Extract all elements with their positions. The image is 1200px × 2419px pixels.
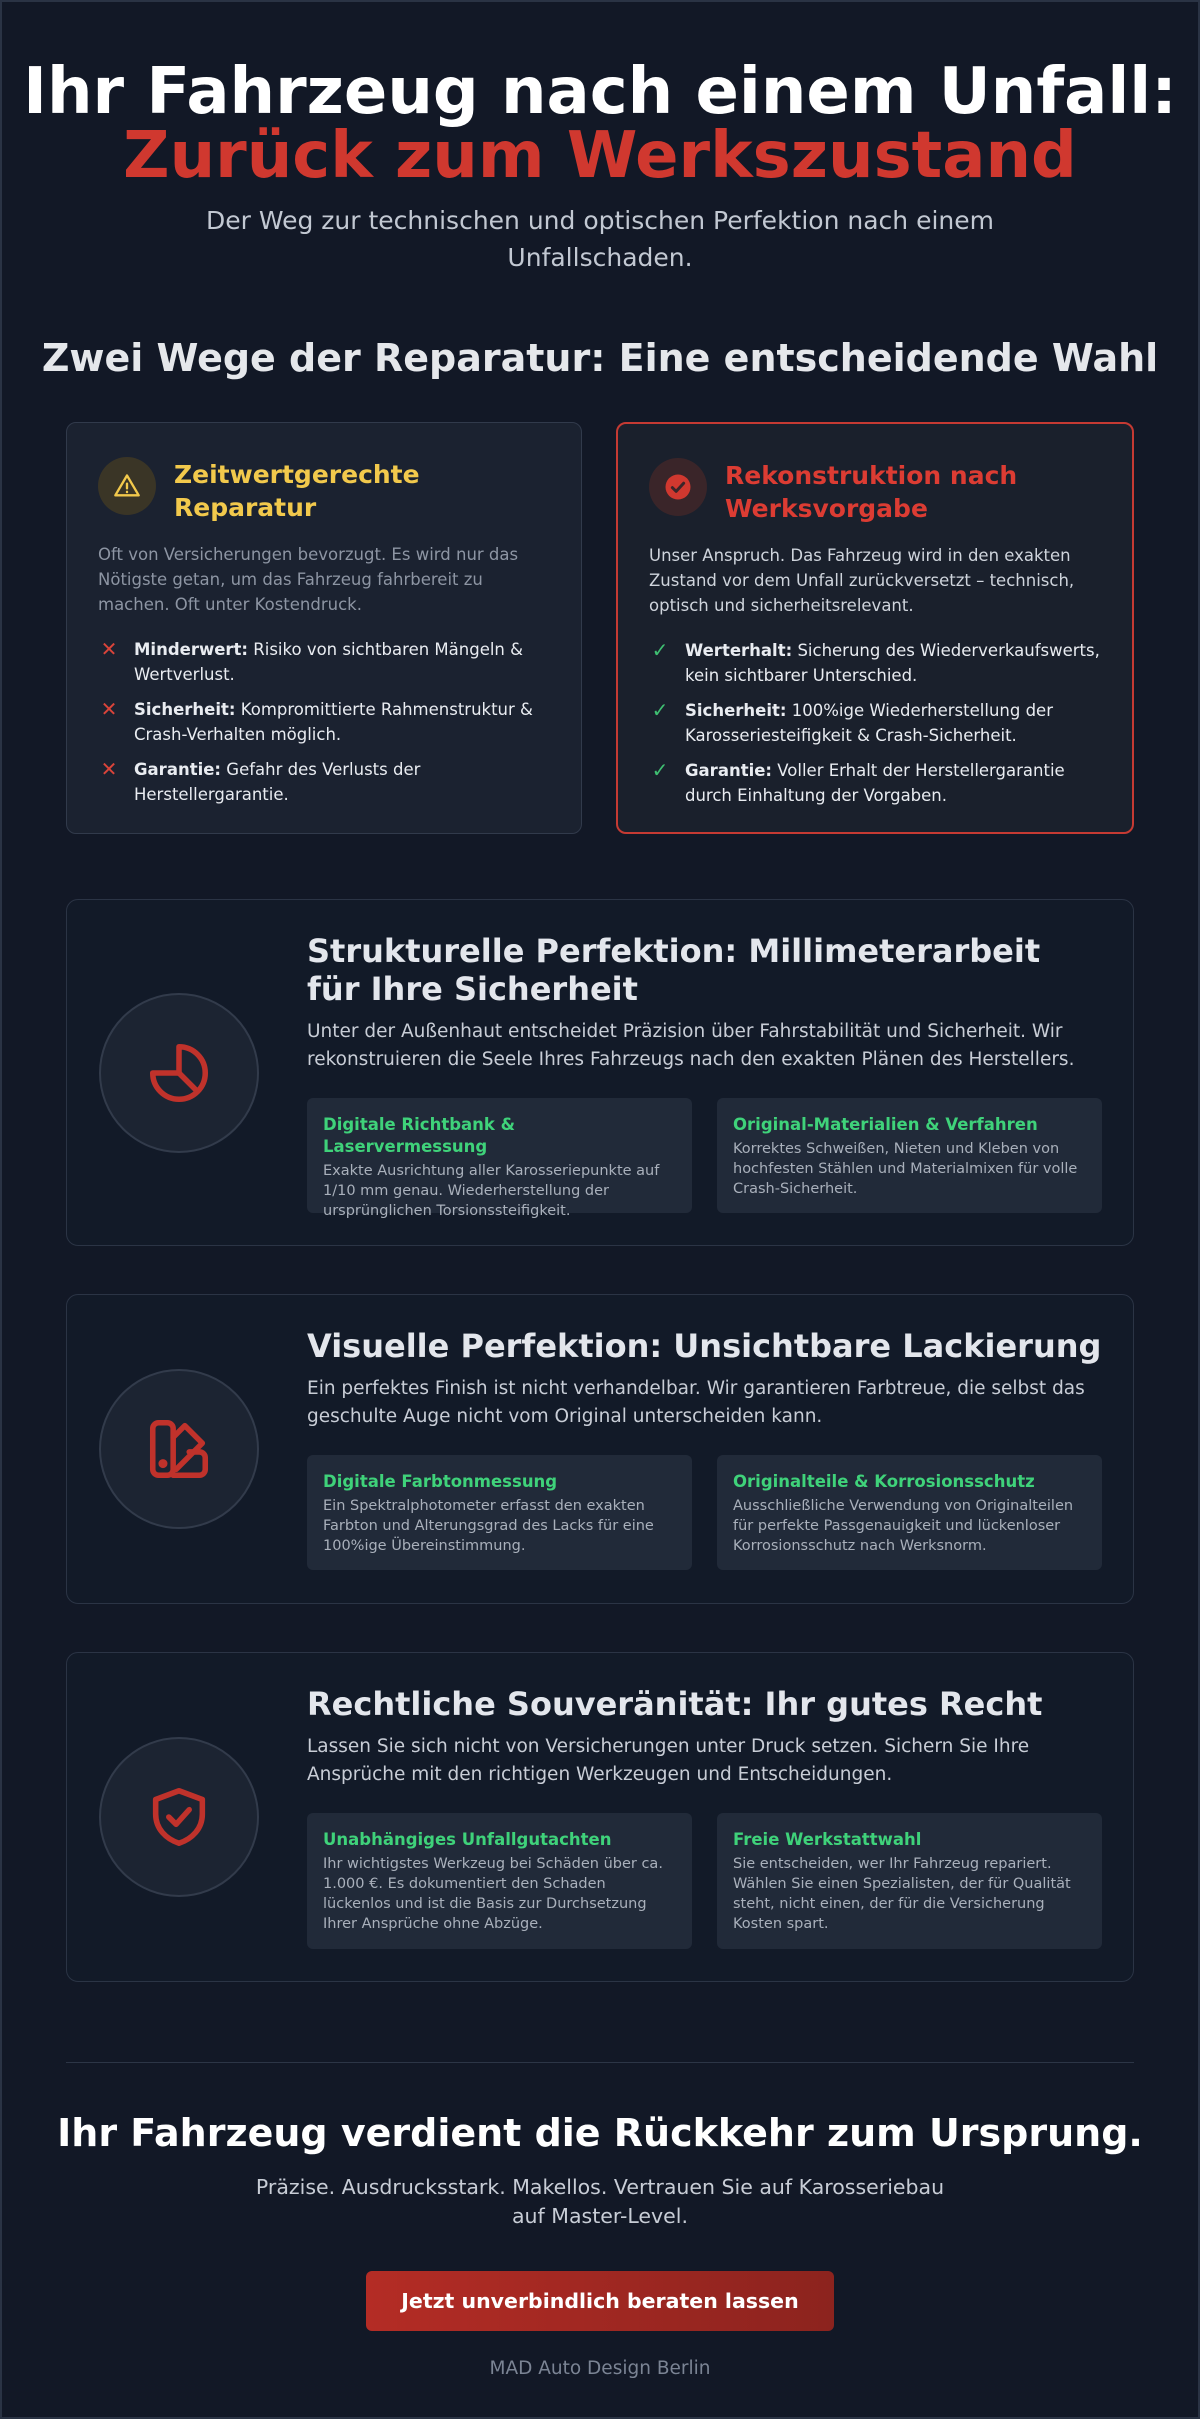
feature-card-text: Ausschließliche Verwendung von Originalteilen für perfekte Passgenauigkeit und lückenloser Korrosionsschutz nach Werksnorm. <box>733 1498 1074 1554</box>
feature-card-title: Originalteile & Korrosionsschutz <box>733 1472 1035 1491</box>
list-item-text: Voller Erhalt der Herstellergarantie durch Einhaltung der Vorgaben. <box>685 761 1065 805</box>
cross-icon: ✕ <box>100 757 118 781</box>
list-item <box>649 698 1100 748</box>
feature-card-text: Ihr wichtigstes Werkzeug bei Schäden über ca. 1.000 €. Es dokumentiert den Schaden lückenlos und ist die Basis zur Durchsetzung Ihrer Ansprüche ohne Abzüge. <box>323 1856 663 1932</box>
feature-card-text: Sie entscheiden, wer Ihr Fahrzeug repariert. Wählen Sie einen Spezialisten, der für Qualität steht, nicht einen, der für die Versicherung Kosten spart. <box>733 1856 1071 1932</box>
factory-reconstruction-title: Rekonstruktion nach Werksvorgabe <box>725 461 1018 523</box>
feature-title: Strukturelle Perfektion: Millimeterarbeit für Ihre Sicherheit <box>307 932 1041 1008</box>
feature-card-title: Unabhängiges Unfallgutachten <box>323 1830 612 1849</box>
feature-card-text: Exakte Ausrichtung aller Karosseriepunkte auf 1/10 mm genau. Wiederherstellung der ursprünglichen Torsionssteifigkeit. <box>323 1163 660 1219</box>
factory-reconstruction-description: Unser Anspruch. Das Fahrzeug wird in den exakten Zustand vor dem Unfall zurückversetzt – technisch, optisch und sicherheitsrelevant. <box>649 546 1075 615</box>
feature-card-title: Digitale Farbtonmessung <box>323 1472 558 1491</box>
cross-icon: ✕ <box>100 697 118 721</box>
list-item <box>98 757 549 807</box>
check-icon: ✓ <box>651 698 669 722</box>
list-item-label: Sicherheit: <box>685 701 787 720</box>
list-item-label: Minderwert: <box>134 640 249 659</box>
check-icon: ✓ <box>651 758 669 782</box>
page-title-line2: Zurück zum Werkszustand <box>123 119 1077 193</box>
shield-check-icon <box>99 1737 259 1897</box>
feature-card-title: Original-Materialien & Verfahren <box>733 1115 1038 1134</box>
comparison-heading: Zwei Wege der Reparatur: Eine entscheidende Wahl <box>41 336 1159 380</box>
feature-visual <box>66 1294 1134 1604</box>
list-item <box>98 637 549 687</box>
feature-structural <box>66 899 1134 1246</box>
page-title <box>0 55 1200 193</box>
structure-pie-icon <box>99 993 259 1153</box>
list-item-label: Sicherheit: <box>134 700 236 719</box>
feature-legal <box>66 1652 1134 1982</box>
list-item-text: Risiko von sichtbaren Mängeln & Wertverlust. <box>134 640 524 684</box>
feature-card <box>717 1098 1102 1213</box>
check-badge-icon <box>649 458 707 516</box>
list-item-text: Sicherung des Wiederverkaufswerts, kein sichtbarer Unterschied. <box>685 641 1100 685</box>
feature-title: Visuelle Perfektion: Unsichtbare Lackierung <box>307 1327 1102 1365</box>
feature-card <box>307 1813 692 1949</box>
feature-cards <box>307 1813 1102 1949</box>
time-value-repair-description: Oft von Versicherungen bevorzugt. Es wird nur das Nötigste getan, um das Fahrzeug fahrbereit zu machen. Oft unter Kostendruck. <box>98 545 519 614</box>
page-title-line1: Ihr Fahrzeug nach einem Unfall: <box>23 55 1177 129</box>
cross-icon: ✕ <box>100 637 118 661</box>
footer-brand: MAD Auto Design Berlin <box>489 2358 711 2379</box>
list-item-label: Garantie: <box>685 761 773 780</box>
list-item-label: Werterhalt: <box>685 641 793 660</box>
list-item <box>649 758 1100 808</box>
feature-description: Unter der Außenhaut entscheidet Präzision über Fahrstabilität und Sicherheit. Wir rekonstruieren die Seele Ihres Fahrzeugs nach den exakten Plänen des Herstellers. <box>307 1021 1075 1070</box>
feature-card <box>307 1455 692 1570</box>
factory-reconstruction-card <box>616 422 1134 834</box>
time-value-repair-title: Zeitwertgerechte Reparatur <box>174 460 420 522</box>
list-item <box>649 638 1100 688</box>
comparison-cards <box>66 422 1134 834</box>
section-divider <box>66 2062 1134 2063</box>
feature-card-text: Ein Spektralphotometer erfasst den exakten Farbton und Alterungsgrad des Lacks für eine 100%ige Übereinstimmung. <box>323 1498 654 1554</box>
feature-description: Ein perfektes Finish ist nicht verhandelbar. Wir garantieren Farbtreue, die selbst das geschulte Auge nicht vom Original unterscheiden kann. <box>307 1378 1085 1427</box>
time-value-repair-card <box>66 422 582 834</box>
feature-card-text: Korrektes Schweißen, Nieten und Kleben von hochfesten Stählen und Materialmixen für volle Crash-Sicherheit. <box>733 1141 1078 1197</box>
list-item-text: Kompromittierte Rahmenstruktur & Crash-Verhalten möglich. <box>134 700 533 744</box>
list-item-text: 100%ige Wiederherstellung der Karosseriesteifigkeit & Crash-Sicherheit. <box>685 701 1053 745</box>
feature-card-title: Freie Werkstattwahl <box>733 1830 922 1849</box>
feature-card <box>717 1813 1102 1949</box>
cta-subtitle: Präzise. Ausdrucksstark. Makellos. Vertrauen Sie auf Karosseriebau auf Master-Level. <box>255 2175 945 2228</box>
warning-triangle-icon <box>98 457 156 515</box>
cta-section <box>0 2109 1200 2379</box>
consultation-button[interactable]: Jetzt unverbindlich beraten lassen <box>366 2271 834 2331</box>
list-item <box>98 697 549 747</box>
feature-card-title: Digitale Richtbank & Laservermessung <box>323 1115 516 1156</box>
feature-title: Rechtliche Souveränität: Ihr gutes Recht <box>307 1685 1043 1723</box>
cta-title: Ihr Fahrzeug verdient die Rückkehr zum Ursprung. <box>57 2111 1143 2155</box>
paint-swatch-icon <box>99 1369 259 1529</box>
page-subtitle: Der Weg zur technischen und optischen Perfektion nach einem Unfallschaden. <box>205 206 994 272</box>
time-value-repair-list <box>98 637 549 807</box>
feature-description: Lassen Sie sich nicht von Versicherungen unter Druck setzen. Sichern Sie Ihre Ansprüche mit den richtigen Werkzeugen und Entscheidungen. <box>307 1736 1030 1785</box>
hero <box>0 0 1200 276</box>
factory-reconstruction-list <box>649 638 1100 808</box>
feature-card <box>717 1455 1102 1570</box>
feature-cards <box>307 1098 1102 1219</box>
feature-card <box>307 1098 692 1219</box>
list-item-text: Gefahr des Verlusts der Herstellergarantie. <box>134 760 421 804</box>
check-icon: ✓ <box>651 638 669 662</box>
list-item-label: Garantie: <box>134 760 222 779</box>
feature-cards <box>307 1455 1102 1570</box>
